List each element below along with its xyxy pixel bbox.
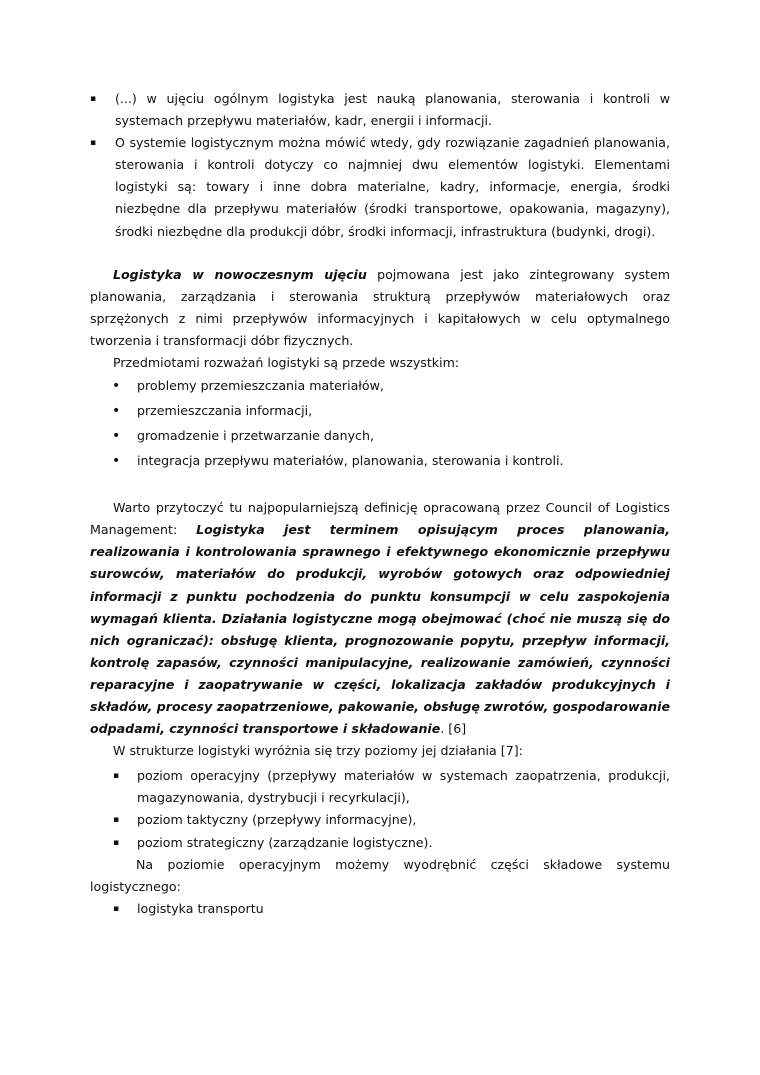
definition-lead: Warto przytoczyć tu najpopularniejszą definicję opracowaną przez Council of Logistics Management: <box>90 500 670 538</box>
square-bullet-icon: ▪ <box>113 815 120 826</box>
document-body <box>90 88 670 920</box>
dot-bullet-icon: • <box>112 378 121 395</box>
subject-item <box>90 400 670 422</box>
operational-item <box>90 898 670 920</box>
dot-bullet-icon: • <box>112 403 121 420</box>
dot-bullet-icon: • <box>112 428 121 445</box>
level-item <box>90 809 670 831</box>
level-item-text: poziom strategiczny (zarządzanie logistyczne). <box>137 834 433 850</box>
subject-item-text: przemieszczania informacji, <box>137 403 313 419</box>
modern-logistics-paragraph <box>90 264 670 352</box>
level-item <box>90 832 670 854</box>
level-item-text: poziom taktyczny (przepływy informacyjne), <box>137 812 417 828</box>
subject-item-text: gromadzenie i przetwarzanie danych, <box>137 428 374 444</box>
square-bullet-icon: ▪ <box>90 94 97 104</box>
level-item-text: poziom operacyjny (przepływy materiałów w systemach zaopatrzenia, produkcji, magazynowania, dystrybucji i recyrkulacji), <box>137 768 670 806</box>
square-bullet-icon: ▪ <box>90 138 97 149</box>
subjects-intro: Przedmiotami rozważań logistyki są przede wszystkim: <box>113 355 460 371</box>
intro-bullet-text: (...) w ujęciu ogólnym logistyka jest nauką planowania, sterowania i kontroli w systemach przepływu materiałów, kadr, energii i informacji. <box>115 91 670 129</box>
square-bullet-icon: ▪ <box>113 771 120 782</box>
subject-item-text: problemy przemieszczania materiałów, <box>137 378 384 394</box>
definition-paragraph <box>90 497 670 740</box>
modern-logistics-text: pojmowana jest jako zintegrowany system planowania, zarządzania i sterowania strukturą przepływów materiałowych oraz sprzężonych z nimi przepływów informacyjnych i kapitałowych w celu optymalnego tworzenia i transformacji dóbr fizycznych. <box>90 266 670 348</box>
subject-item-text: integracja przepływu materiałów, planowania, sterowania i kontroli. <box>137 453 564 469</box>
square-bullet-icon: ▪ <box>113 903 120 914</box>
levels-intro: W strukturze logistyki wyróżnia się trzy poziomy jej działania [7]: <box>113 743 523 759</box>
intro-bullet <box>90 88 670 132</box>
dot-bullet-icon: • <box>112 453 121 470</box>
modern-logistics-term: Logistyka w nowoczesnym ujęciu <box>113 266 367 282</box>
intro-bullet <box>90 132 670 242</box>
subject-item <box>90 425 670 447</box>
subject-item <box>90 450 670 472</box>
definition-quote: Logistyka jest terminem opisującym proces planowania, realizowania i kontrolowania sprawnego i efektywnego ekonomicznie przepływu surowców, materiałów do produkcji, wyrobów gotowych oraz odpowiedniej informacji z punktu pochodzenia do punktu konsumpcji w celu zaspokojenia wymagań klienta. Działania logistyczne mogą obejmować (choć nie muszą się do nich ograniczać): obsługę klienta, prognozowanie popytu, przepływ informacji, kontrolę zapasów, czynności manipulacyjne, realizowanie zamówień, czynności reparacyjne i zaopatrywanie w części, lokalizacja zakładów produkcyjnych i składów, procesy zaopatrzeniowe, pakowanie, obsługę zwrotów, gospodarowanie odpadami, czynności transportowe i składowanie <box>90 522 670 737</box>
square-bullet-icon: ▪ <box>113 837 120 848</box>
operational-item-text: logistyka transportu <box>137 900 264 916</box>
intro-bullet-text: O systemie logistycznym można mówić wtedy, gdy rozwiązanie zagadnień planowania, sterowania i kontroli dotyczy co najmniej dwu elementów logistyki. Elementami logistyki są: towary i inne dobra materialne, kadry, informacje, energia, środki niezbędne dla przepływu materiałów (środki transportowe, opakowania, magazyny), środki niezbędne dla produkcji dóbr, środki informacji, infrastruktura (budynki, drogi). <box>115 135 670 239</box>
definition-citation: . [6] <box>440 721 467 737</box>
level-item <box>90 765 670 809</box>
subject-item <box>90 375 670 397</box>
operational-intro: Na poziomie operacyjnym możemy wyodrębnić części składowe systemu logistycznego: <box>90 856 670 894</box>
